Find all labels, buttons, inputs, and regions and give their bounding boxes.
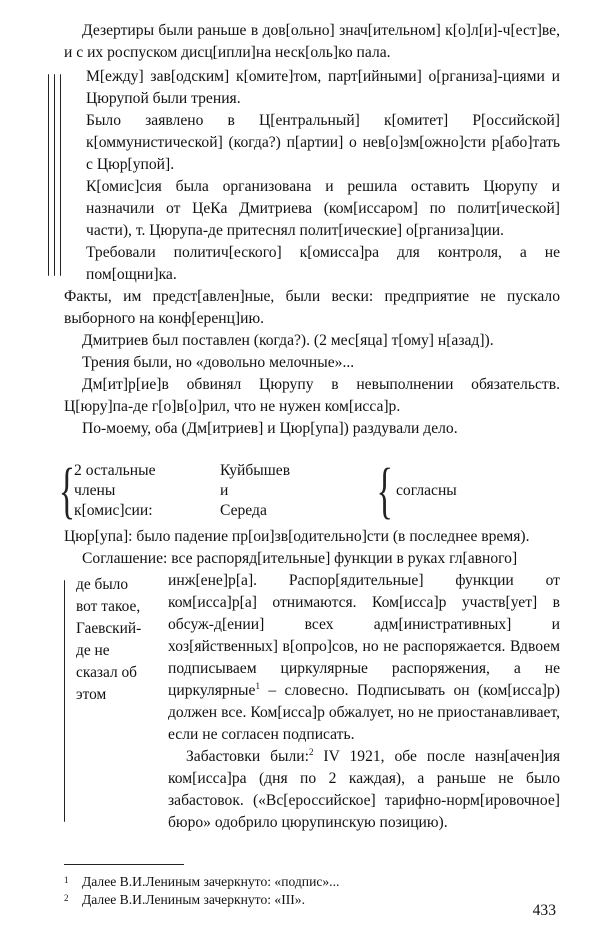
paragraph-opinion: По-моему, оба (Дм[итриев] и Цюр[упа]) раздували дело. — [82, 420, 458, 437]
members-agree-label: согласны — [396, 482, 457, 499]
page-number: 433 — [532, 902, 556, 919]
paragraph-deserters: Дезертиры были раньше в дов[ольно] знач[ительном] к[о]л[и]-ч[ест]ве, и с их роспуском дисц[ипли]на неск[оль]ко пала. — [64, 22, 560, 61]
members-label-column: 2 остальные члены к[омис]сии: — [74, 462, 156, 519]
footnote-ref-1: 1 — [255, 680, 260, 691]
footnote-divider — [64, 864, 184, 865]
footnote-2: 2 Далее В.И.Лениным зачеркнуто: «III». — [64, 892, 305, 907]
paragraph-frictions: М[ежду] зав[одским] к[омите]том, парт[ийными] о[рганиза]-циями и Цюрупой были трения. — [86, 68, 560, 107]
left-brace: { — [58, 457, 76, 525]
side-note: де было вот такое, Гаевский- де не сказал об этом — [64, 574, 164, 834]
agreement-main-text — [168, 570, 560, 834]
page-body — [58, 20, 560, 909]
paragraph-accusation: Дм[ит]р[ие]в обвинял Цюрупу в невыполнении обязательств. Ц[юру]па-де г[о]в[о]рил, что не нужен ком[исса]р. — [64, 376, 560, 415]
paragraph-facts: Факты, им предст[авлен]ные, были вески: предприятие не пускало выборного на конф[еренц]ию. — [64, 288, 560, 327]
right-brace: { — [376, 457, 393, 525]
paragraph-agreement-start: Соглашение: все распоряд[ительные] функции в руках гл[авного] — [82, 550, 518, 567]
paragraph-dmitriev-appointed: Дмитриев был поставлен (когда?). (2 мес[яца] т[ому] н[азад]). — [82, 332, 494, 349]
paragraph-agreement-body: инж[ене]р[а]. Распор[ядительные] функции от ком[исса]р[а] отнимаются. Ком[исса]р участв[ует] в обсуж-д[ении] всех адм[инистративных] и хоз[яйственных] в[опро]сов, но не распоряжается. Вдвоем подписываем циркулярные распоряжения, а не циркулярные$^1$ – словесно. Подписывать он (ком[исса]р) должен все. Ком[исса]р обжалует, но не приостанавливает, если не согласен подписать. — [168, 572, 560, 743]
paragraph-political-commissar: Требовали политич[еского] к[омисса]ра для контроля, а не пом[ощни]ка. — [86, 244, 560, 283]
paragraph-commission: К[омис]сия была организована и решила оставить Цюрупу и назначили от ЦеКа Дмитриева (ком[иссаром] по полит[ической] части), т. Цюрупа-де притеснял полит[ические] о[рганиза]ции. — [86, 178, 560, 239]
paragraph-cc-statement: Было заявлено в Ц[ентральный] к[омитет] Р[оссийской] к[оммунистической] (когда?) п[артии] о нев[о]зм[ожно]сти р[або]тать с Цюр[упой]. — [86, 112, 560, 173]
bracketed-block — [64, 66, 560, 286]
side-note-bracket — [64, 580, 65, 822]
paragraph-petty-frictions: Трения были, но «довольно мелочные»... — [82, 354, 355, 371]
members-names-column: Куйбышев и Середа — [220, 462, 291, 519]
agreement-with-side-note — [64, 570, 560, 834]
paragraph-strikes: Забастовки были:$^2$ IV 1921, обе после назн[ачен]ия ком[исса]ра (дня по 2 каждая), а раньше не было забастовок. («Вс[ероссийское] тарифно-норм[ировочное] бюро» одобрило цюрупинскую позицию). — [168, 746, 560, 831]
commission-members-table — [58, 457, 560, 525]
triple-bracket-mark — [48, 74, 62, 276]
footnote-ref-2: 2 — [308, 746, 314, 757]
paragraph-productivity: Цюр[упа]: было падение пр[ои]зв[одительно]сти (в последнее время). — [64, 528, 530, 545]
footnote-1: 1 Далее В.И.Лениным зачеркнуто: «подпис»... — [64, 874, 340, 889]
